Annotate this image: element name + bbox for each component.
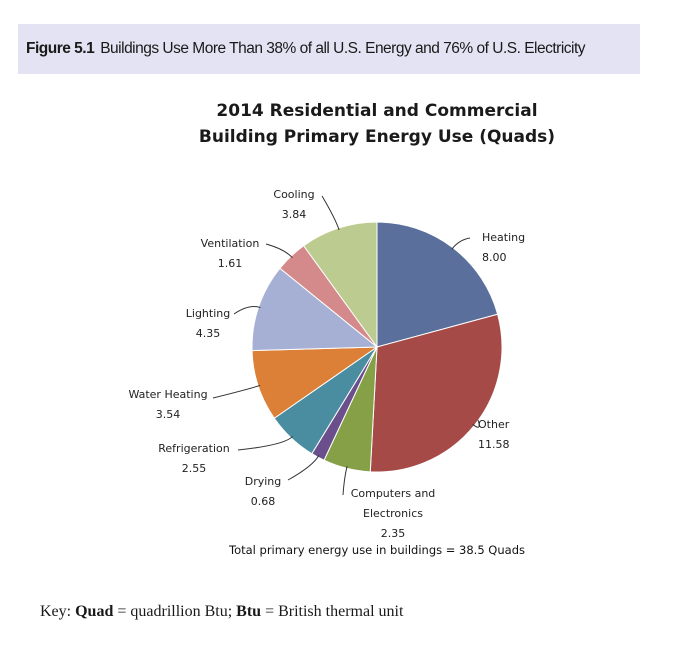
slice-label-lighting: Lighting: [185, 307, 231, 320]
figure-label: Figure 5.1: [26, 40, 95, 57]
leader-line-computers-and-electronics: [343, 466, 347, 495]
slice-value-drying: 0.68: [250, 495, 276, 508]
leader-line-heating: [452, 238, 470, 249]
slice-label-computers-and-electronics-1: Computers and: [350, 487, 436, 500]
slice-value-water-heating: 3.54: [155, 408, 181, 421]
slice-label-other: Other: [478, 418, 510, 431]
slice-value-cooling: 3.84: [281, 208, 307, 221]
slice-value-heating: 8.00: [482, 251, 507, 264]
slice-label-heating: Heating: [482, 231, 526, 244]
leader-line-cooling: [322, 196, 339, 230]
slice-value-lighting: 4.35: [195, 327, 221, 340]
slice-value-computers-and-electronics: 2.35: [380, 527, 406, 540]
key-quad-term: Quad: [75, 603, 114, 620]
slice-label-cooling: Cooling: [273, 188, 315, 201]
total-note: Total primary energy use in buildings = 38.5 Quads: [229, 543, 525, 557]
leader-line-refrigeration: [238, 436, 293, 450]
slice-label-drying: Drying: [244, 475, 282, 488]
leader-line-ventilation: [266, 244, 292, 258]
slice-label-ventilation: Ventilation: [200, 237, 260, 250]
pie-slices: [252, 222, 502, 472]
key-btu-term: Btu: [236, 603, 262, 620]
slice-value-ventilation: 1.61: [217, 257, 243, 270]
slice-value-refrigeration: 2.55: [181, 462, 207, 475]
key-prefix: Key:: [40, 603, 76, 620]
leader-line-water-heating: [213, 385, 260, 398]
chart-title-line2: Building Primary Energy Use (Quads): [198, 127, 556, 147]
figure-caption: Buildings Use More Than 38% of all U.S. Energy and 76% of U.S. Electricity: [100, 40, 586, 57]
slice-label-water-heating: Water Heating: [128, 388, 208, 401]
leader-line-drying: [288, 455, 319, 480]
key-legend: [40, 603, 403, 621]
slice-label-computers-and-electronics-2: Electronics: [363, 507, 423, 520]
chart-title-line1: 2014 Residential and Commercial: [216, 101, 538, 121]
key-btu-def: = British thermal unit: [261, 603, 404, 620]
slice-value-other: 11.58: [478, 438, 510, 451]
slice-label-refrigeration: Refrigeration: [158, 442, 230, 455]
key-quad-def: = quadrillion Btu;: [113, 603, 237, 620]
